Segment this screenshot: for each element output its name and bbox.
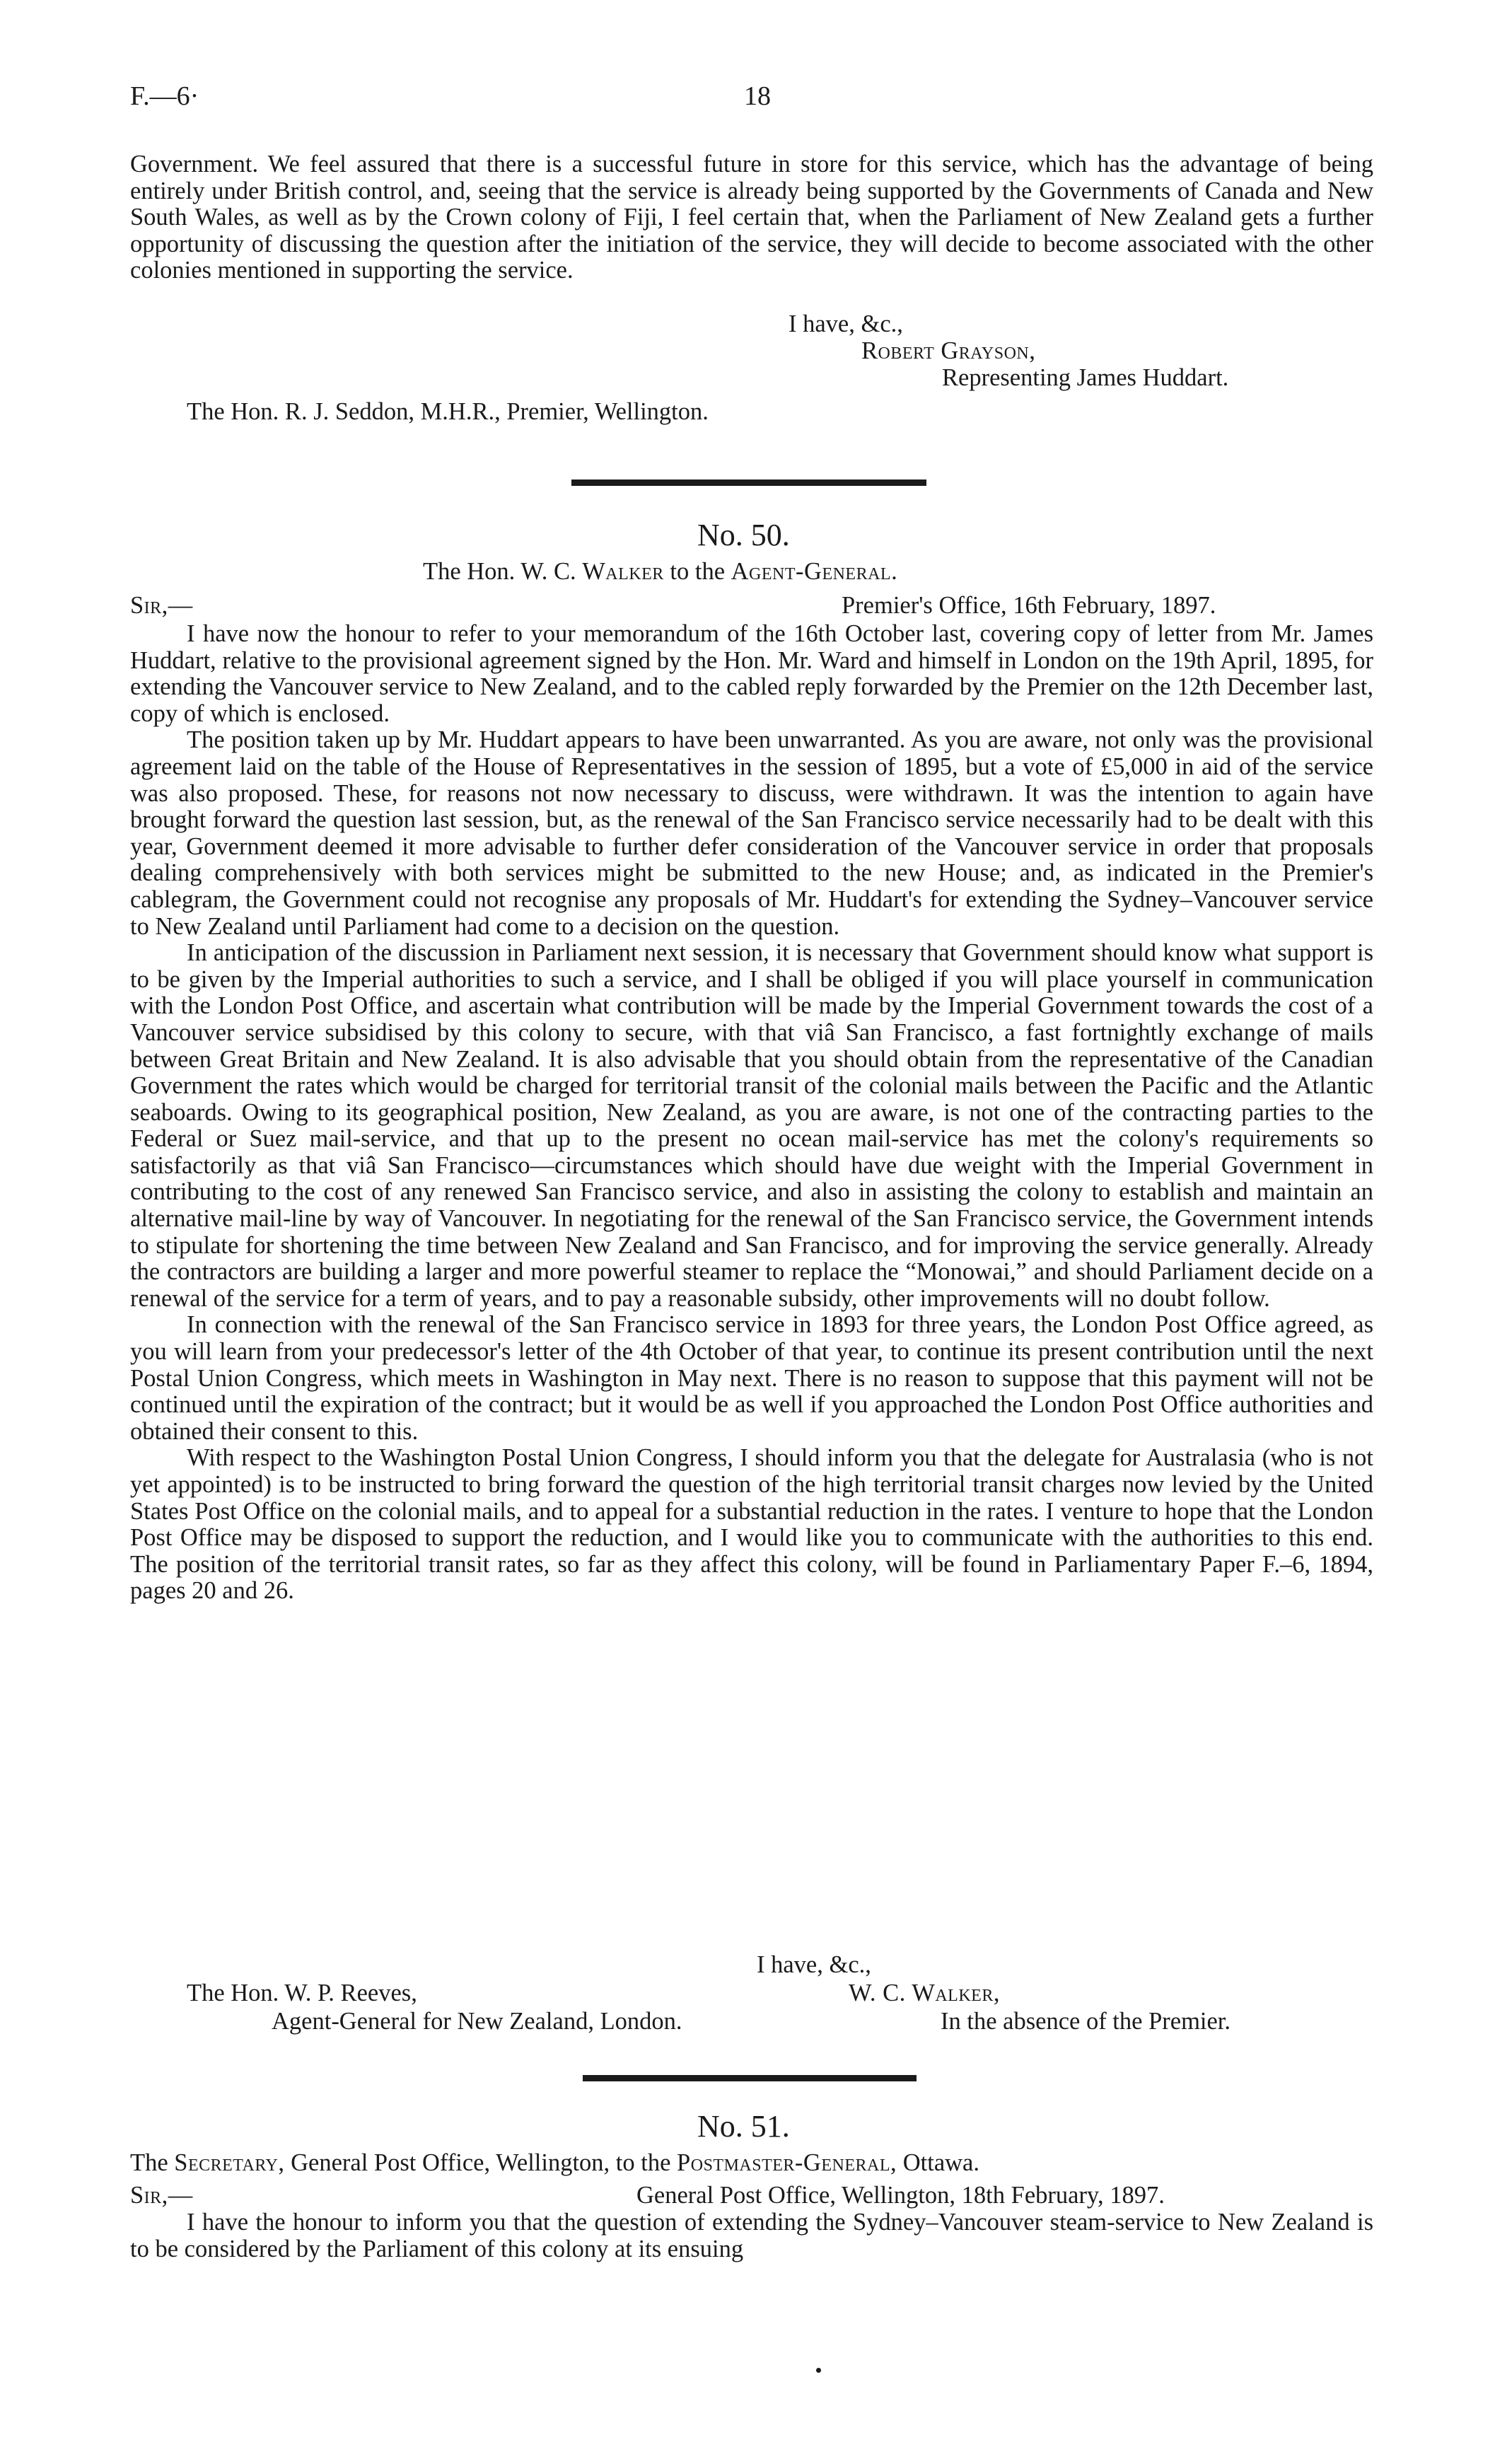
letter-50-addressee-role: Agent-General for New Zealand, London. — [272, 2008, 682, 2035]
top-letter-signer-role: Representing James Huddart. — [942, 364, 1229, 391]
letter-50-paragraph-5: With respect to the Washington Postal Union Congress, I should inform you that the delegate for Australasia (who is not yet appointed) is to be instructed to bring forward the question of the high territorial transit charges now levied by the United States Post Office on the colonial mails, and to appeal for a substantial reduction in the rates. I venture to hope that the London Post Office may be disposed to support the reduction, and I would like you to communicate with the authorities to this end. The position of the territorial transit rates, so far as they affect this colony, will be found in Parliamentary Paper F.–6, 1894, pages 20 and 26. — [130, 1444, 1373, 1605]
letter-51-place-date: General Post Office, Wellington, 18th February, 1897. — [636, 2182, 1165, 2209]
letter-51-title-b: General Post Office, Wellington, to the — [284, 2149, 677, 2176]
letter-51-salutation: Sir,— — [130, 2182, 193, 2209]
top-letter-signer: Robert Grayson, — [861, 337, 1036, 364]
letter-50-title-from: Walker — [582, 558, 664, 585]
letter-51-title — [130, 2150, 979, 2177]
letter-50-paragraph-1: I have now the honour to refer to your memorandum of the 16th October last, covering copy of letter from Mr. James Huddart, relative to the provisional agreement signed by the Hon. Mr. Ward and himself in London on the 19th April, 1895, for extending the Vancouver service to New Zealand, and to the cabled reply forwarded by the Premier on the 12th December last, copy of which is enclosed. — [130, 620, 1373, 727]
letter-51-title-from: Secretary, — [174, 2149, 285, 2176]
letter-50-title-mid: to the — [663, 558, 731, 585]
page-mark — [816, 2368, 821, 2373]
letter-50-paragraph-3: In anticipation of the discussion in Parliament next session, it is necessary that Government should know what support is to be given by the Imperial authorities to such a service, and I shall be obliged if you will place yourself in communication with the London Post Office, and ascertain what contribution will be made by the Imperial Government towards the cost of a Vancouver service subsidised by this colony to secure, with that viâ San Francisco, a fast fortnightly exchange of mails between Great Britain and New Zealand. It is also advisable that you should obtain from the representative of the Canadian Government the rates which would be charged for territorial transit of the colonial mails between the Pacific and the Atlantic seaboards. Owing to its geographical position, New Zealand, as you are aware, is not one of the contracting parties to the Federal or Suez mail-service, and that up to the present no ocean mail-service has met the colony's requirements so satisfactorily as that viâ San Francisco—circumstances which should have due weight with the Imperial Government in contributing to the cost of any renewed San Francisco service, and also in assisting the colony to establish and maintain an alternative mail-line by way of Vancouver. In negotiating for the renewal of the San Francisco service, the Government intends to stipulate for shortening the time between New Zealand and San Francisco, and for improving the service generally. Already the contractors are building a larger and more powerful steamer to replace the “Monowai,” and should Parliament decide on a renewal of the service for a term of years, and to pay a reasonable subsidy, other improvements will no doubt follow. — [130, 939, 1373, 1312]
letter-50-paragraph-2: The position taken up by Mr. Huddart appears to have been unwarranted. As you are aware, not only was the provisional agreement laid on the table of the House of Representatives in the session of 1895, but a vote of £5,000 in aid of the service was also proposed. These, for reasons not now necessary to discuss, were withdrawn. It was the intention to again have brought forward the question last session, but, as the renewal of the San Francisco service necessarily had to be dealt with this year, Government deemed it more advisable to further defer consideration of the Vancouver service in order that proposals dealing comprehensively with both services might be submitted to the new House; and, as indicated in the Premier's cablegram, the Government could not recognise any proposals of Mr. Huddart's for extending the Sydney–Vancouver service to New Zealand until Parliament had come to a decision on the question. — [130, 726, 1373, 940]
letter-51-paragraph-1: I have the honour to inform you that the question of extending the Sydney–Vancouver steam-service to New Zealand is to be considered by the Parliament of this colony at its ensuing — [130, 2209, 1373, 2262]
letter-50-addressee: The Hon. W. P. Reeves, — [187, 1980, 417, 2006]
letter-51-title-a: The — [130, 2149, 175, 2176]
letter-50-signer-role: In the absence of the Premier. — [941, 2008, 1231, 2035]
letter-51-title-to: Postmaster-General, — [677, 2149, 897, 2176]
top-letter-addressee: The Hon. R. J. Seddon, M.H.R., Premier, Wellington. — [187, 398, 709, 425]
letter-50-paragraph-4: In connection with the renewal of the San Francisco service in 1893 for three years, the London Post Office agreed, as you will learn from your predecessor's letter of the 4th October of that year, to continue its present contribution until the next Postal Union Congress, which meets in Washington in May next. There is no reason to suppose that this payment will not be continued until the expiration of the contract; but it would be as well if you approached the London Post Office authorities and obtained their consent to this. — [130, 1311, 1373, 1445]
letter-50-place-date: Premier's Office, 16th February, 1897. — [842, 592, 1216, 619]
letter-50-number: No. 50. — [697, 518, 790, 552]
letter-51-body — [130, 2209, 1373, 2262]
letter-50-signer: W. C. Walker, — [849, 1980, 1000, 2006]
letter-50-salutation: Sir,— — [130, 592, 193, 619]
letter-50-title — [423, 559, 897, 586]
document-reference: F.—6· — [130, 81, 199, 111]
letter-50-title-to: Agent-General. — [731, 558, 898, 585]
top-letter-paragraph: Government. We feel assured that there is a successful future in store for this service, which has the advantage of being entirely under British control, and, seeing that the service is already being supported by the Governments of Canada and New South Wales, as well as by the Crown colony of Fiji, I feel certain that, when the Parliament of New Zealand gets a further opportunity of discussing the question after the initiation of the service, they will decide to become associated with the other colonies mentioned in supporting the service. — [130, 151, 1373, 284]
top-letter-body — [130, 151, 1373, 284]
section-divider — [571, 480, 926, 486]
letter-50-closing: I have, &c., — [757, 1951, 871, 1978]
section-divider-2 — [583, 2075, 917, 2081]
letter-50-title-prefix: The Hon. W. C. — [423, 558, 583, 585]
letter-50-body — [130, 621, 1373, 1605]
letter-51-title-c: Ottawa. — [897, 2149, 979, 2176]
page-number: 18 — [744, 81, 771, 111]
letter-51-number: No. 51. — [697, 2109, 790, 2144]
top-letter-closing: I have, &c., — [789, 310, 903, 337]
